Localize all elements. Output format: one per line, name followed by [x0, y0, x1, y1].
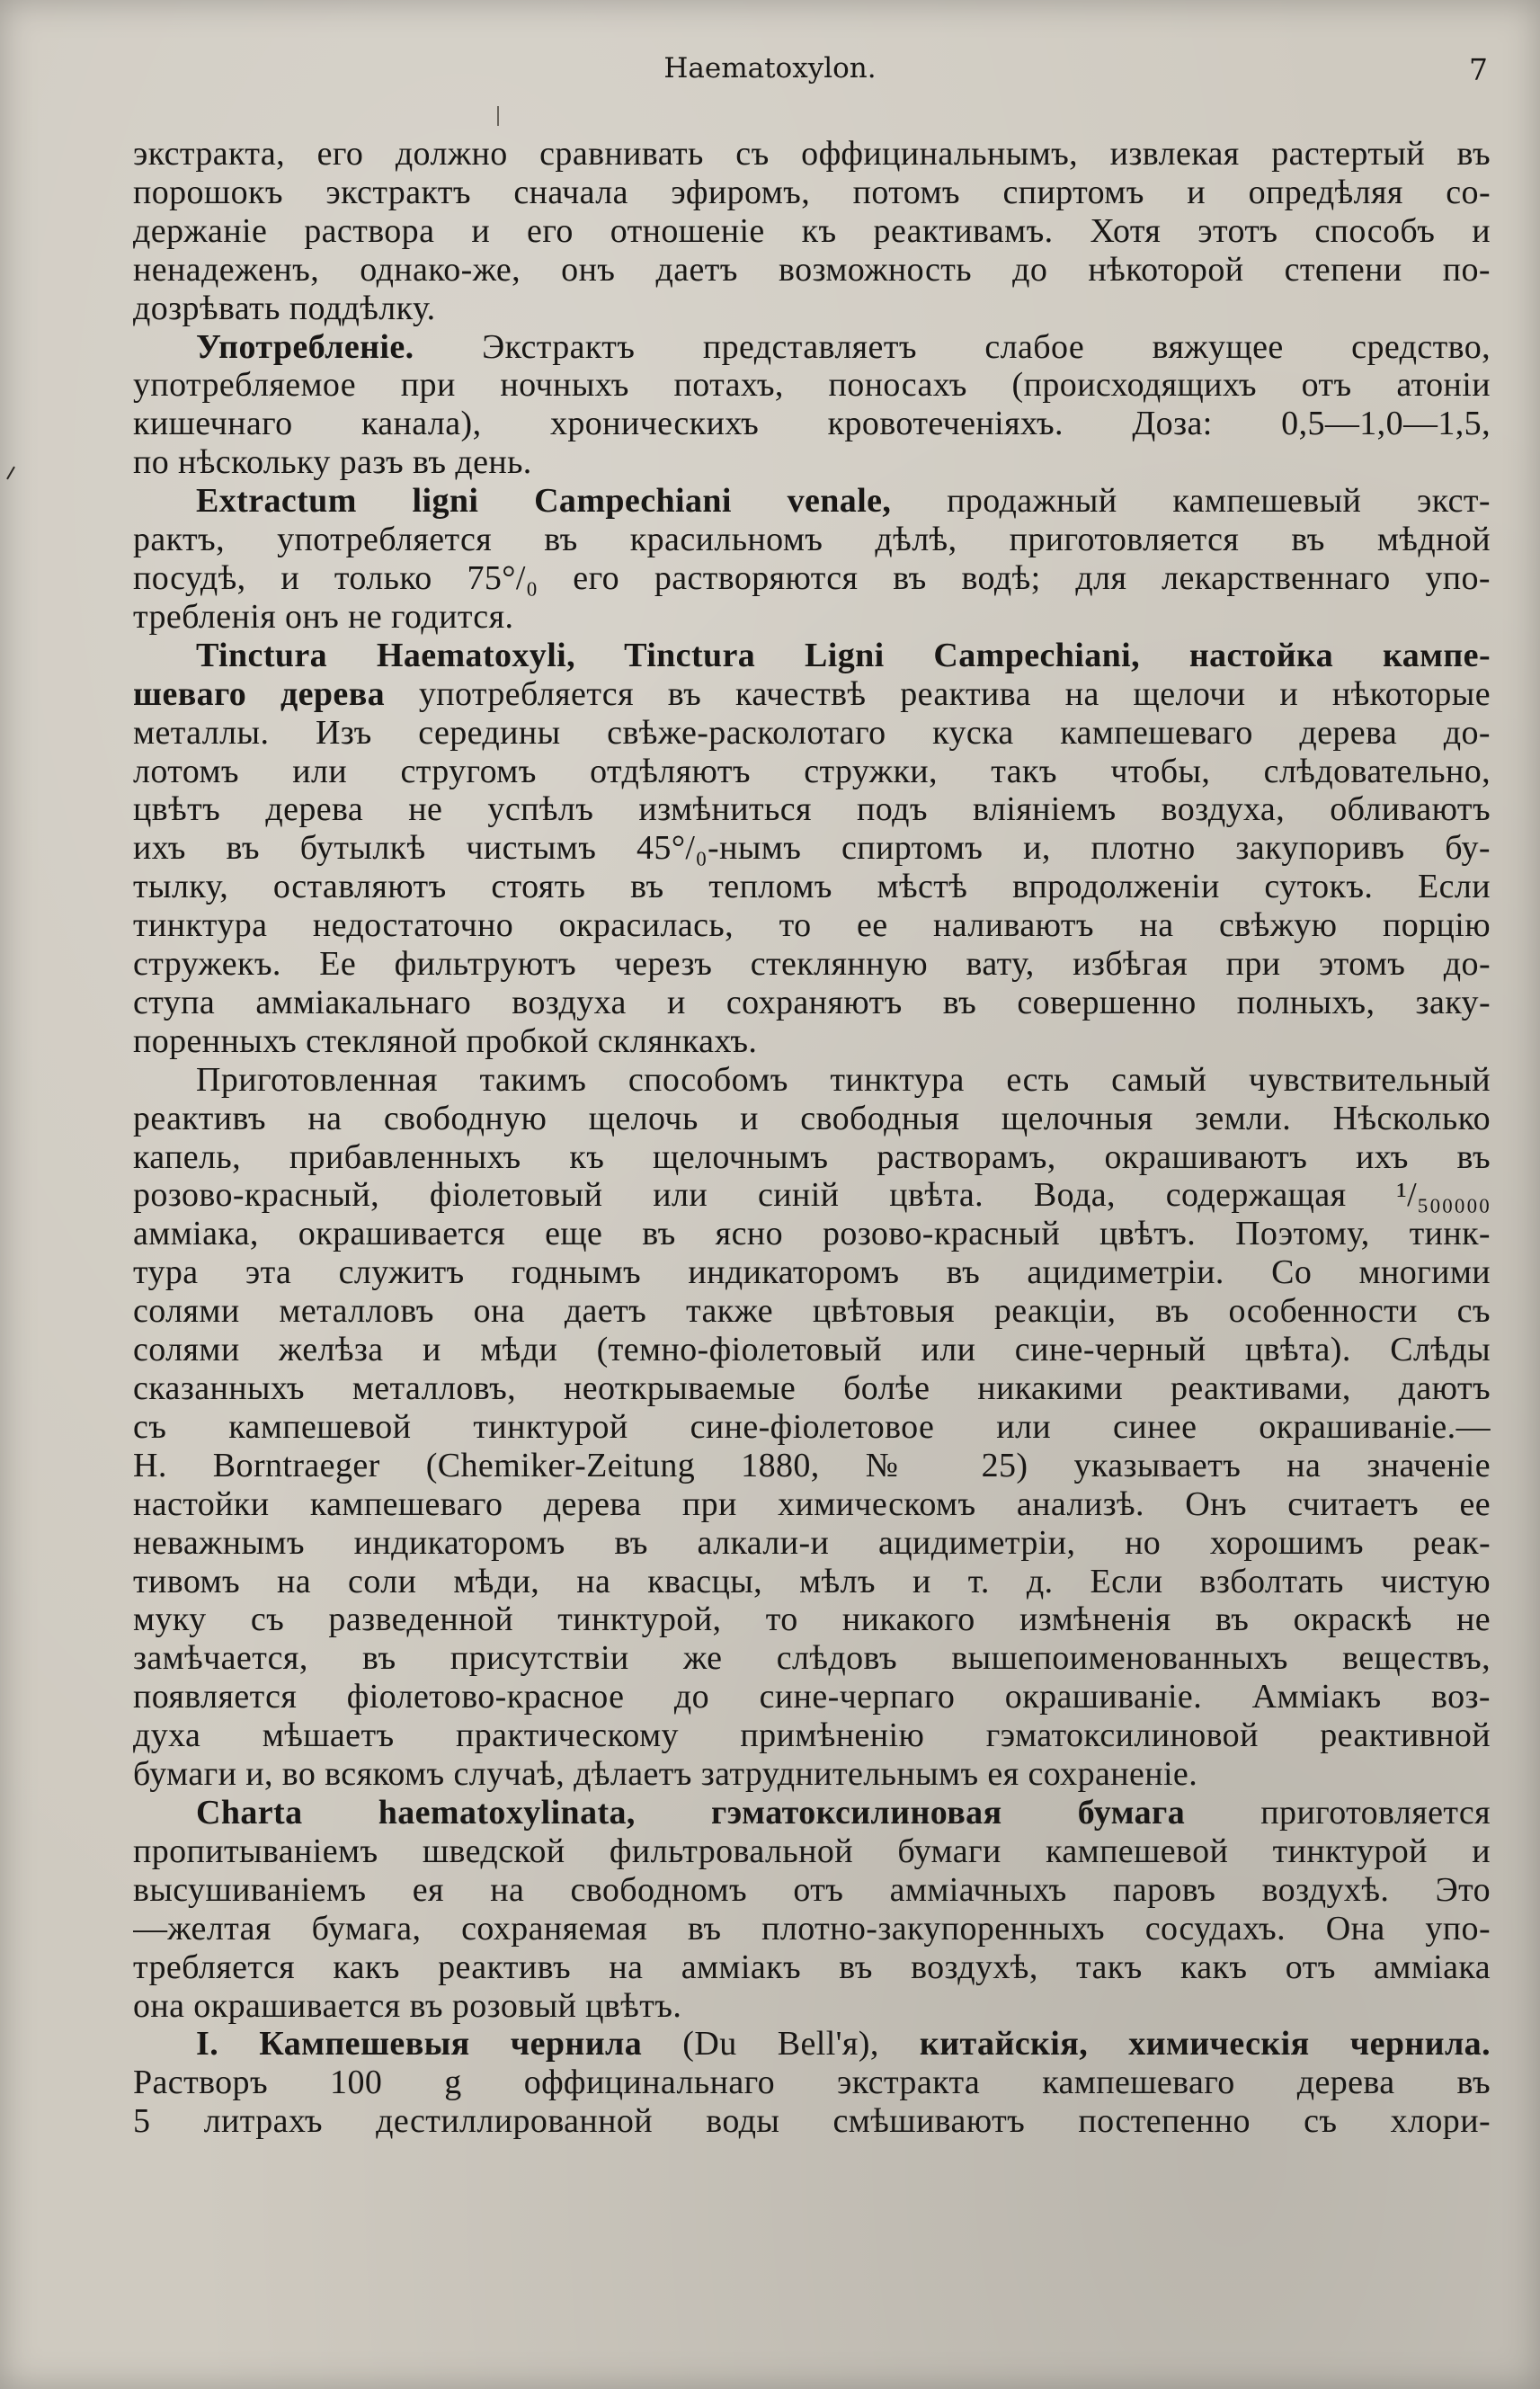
line-text: замѣчается, въ присутствіи же слѣдовъ вышепоименованныхъ веществъ, — [133, 1639, 1491, 1678]
text-line — [133, 443, 1491, 482]
text-line — [133, 1331, 1491, 1369]
line-text: высушиваніемъ ея на свободномъ отъ аммiачныхъ паровъ воздухѣ. Это — [133, 1870, 1491, 1909]
text-line — [133, 1176, 1491, 1215]
text-line — [133, 2102, 1491, 2141]
line-text: —желтая бумага, сохраняемая въ плотно-закупоренныхъ сосудахъ. Она упо- — [133, 1909, 1491, 1948]
text-line — [133, 212, 1491, 251]
text-line — [133, 1716, 1491, 1755]
text-line — [133, 328, 1491, 367]
line-text: сказанныхъ металловъ, неоткрываемые болѣе никакими реактивами, даютъ — [133, 1369, 1491, 1407]
text-line — [133, 559, 1491, 598]
line-text: она окрашивается въ розовый цвѣтъ. — [133, 1986, 682, 2025]
text-line — [133, 174, 1491, 212]
text-line — [133, 1987, 1491, 2026]
line-text: появляется фіолетово-красное до сине-черпаго окрашиваніе. Аммiакъ воз- — [133, 1678, 1491, 1716]
line-text: реактивъ на свободную щелочь и свободныя щелочныя земли. Нѣсколько — [133, 1099, 1491, 1137]
text-line — [133, 1215, 1491, 1253]
text-line — [133, 1563, 1491, 1601]
text-line — [133, 829, 1491, 868]
text-line — [133, 1948, 1491, 1987]
line-text: употребляется въ качествѣ реактива на щелочи и нѣкоторые — [385, 674, 1491, 713]
line-text: (Du Bell'я), — [642, 2025, 920, 2064]
text-line — [133, 1755, 1491, 1794]
line-text: солями желѣза и мѣди (темно-фіолетовый или сине-черный цвѣта). Слѣды — [133, 1331, 1491, 1369]
text-line — [133, 1910, 1491, 1948]
line-text: приготовляется — [1185, 1793, 1491, 1832]
line-text: духа мѣшаетъ практическому примѣненію гэматоксилиновой реактивной — [133, 1716, 1491, 1755]
text-line — [133, 637, 1491, 675]
line-text: употребляемое при ночныхъ потахъ, поносахъ (происходящихъ отъ атоніи — [133, 366, 1491, 405]
text-line — [133, 1447, 1491, 1485]
line-text: требляется какъ реактивъ на аммiакъ въ воздухѣ, такъ какъ отъ аммiака — [133, 1948, 1491, 1986]
text-line — [133, 1524, 1491, 1563]
text-line — [133, 1022, 1491, 1061]
line-text: бумаги и, во всякомъ случаѣ, дѣлаетъ затруднительнымъ ея сохраненіе. — [133, 1755, 1198, 1794]
text-line — [133, 1485, 1491, 1524]
line-text: рактъ, употребляется въ красильномъ дѣлѣ, приготовляется въ мѣдной — [133, 521, 1491, 559]
text-line — [133, 1639, 1491, 1678]
text-line — [133, 675, 1491, 714]
text-line — [133, 1600, 1491, 1639]
bold-term: китайскія, химическія чернила. — [919, 2025, 1491, 2064]
text-line — [133, 290, 1491, 328]
text-line — [133, 2025, 1491, 2064]
line-text: тинктура недостаточно окрасилась, то ее наливаютъ на свѣжую порцію — [133, 906, 1491, 945]
line-text: неважнымъ индикаторомъ въ алкали-и ацидиметріи, но хорошимъ реак- — [133, 1523, 1491, 1562]
line-text: лотомъ или стругомъ отдѣляютъ стружки, такъ чтобы, слѣдовательно, — [133, 752, 1491, 790]
line-text: солями металловъ она даетъ также цвѣтовыя реакціи, въ особенности съ — [133, 1292, 1491, 1331]
line-text: розово-красный, фіолетовый или синій цвѣта. Вода, содержащая ¹/₅₀₀₀₀₀ — [133, 1176, 1491, 1215]
text-line — [133, 135, 1491, 174]
line-text: съ кампешевой тинктурой сине-фіолетовое или синее окрашиваніе.— — [133, 1407, 1491, 1446]
text-line — [133, 1100, 1491, 1138]
line-text: металлы. Изъ середины свѣже-расколотаго куска кампешеваго дерева до- — [133, 713, 1491, 752]
line-text: ступа аммiакальнаго воздуха и сохраняютъ въ совершенно полныхъ, заку- — [133, 983, 1491, 1021]
bold-term: Tinctura Haematoxyli, Tinctura Ligni Campechiani, настойка кампе- — [196, 636, 1491, 674]
line-text: муку съ разведенной тинктурой, то никакого измѣненія въ окраскѣ не — [133, 1600, 1491, 1639]
text-line — [133, 405, 1491, 443]
line-text: Приготовленная такимъ способомъ тинктура есть самый чувствительный — [196, 1060, 1491, 1099]
text-line — [133, 1871, 1491, 1910]
line-text: посудѣ, и только 75°/₀ его растворяются въ водѣ; для лекарственнаго упо- — [133, 558, 1491, 597]
line-text: тылку, оставляютъ стоять въ тепломъ мѣстѣ впродолженіи сутокъ. Если — [133, 868, 1491, 906]
text-line — [133, 1408, 1491, 1447]
line-text: Экстрактъ представляетъ слабое вяжущее средство, — [414, 327, 1491, 366]
text-line — [133, 366, 1491, 405]
line-text: дозрѣвать поддѣлку. — [133, 289, 436, 327]
line-text: 5 литрахъ дестиллированной воды смѣшиваютъ постепенно съ хлори- — [133, 2102, 1491, 2141]
line-text: продажный кампешевый экст- — [891, 482, 1491, 521]
line-text: H. Borntraeger (Chemiker-Zeitung 1880, № 25) указываетъ на значеніе — [133, 1446, 1491, 1484]
text-line — [133, 598, 1491, 637]
text-line — [133, 2064, 1491, 2102]
text-line — [133, 868, 1491, 906]
bold-term: Charta haematoxylinata, гэматоксилиновая бумага — [196, 1793, 1186, 1832]
text-line — [133, 790, 1491, 829]
line-text: тивомъ на соли мѣди, на квасцы, мѣлъ и т. д. Если взболтать чистую — [133, 1562, 1491, 1600]
body-text — [133, 135, 1491, 2141]
line-text: порошокъ экстрактъ сначала эфиромъ, потомъ спиртомъ и опредѣляя со- — [133, 173, 1491, 211]
text-line — [133, 1061, 1491, 1100]
text-line — [133, 482, 1491, 521]
page-number: 7 — [1469, 52, 1488, 87]
bold-term: шеваго дерева — [133, 674, 386, 713]
text-line — [133, 251, 1491, 290]
text-line — [133, 1369, 1491, 1408]
text-line — [133, 945, 1491, 984]
text-line — [133, 906, 1491, 945]
bold-term: Extractum ligni Campechiani venale, — [196, 482, 892, 521]
line-text: держаніе раствора и его отношеніе къ реактивамъ. Хотя этотъ способъ и — [133, 211, 1491, 250]
line-text: экстракта, его должно сравнивать съ оффицинальнымъ, извлекая растертый въ — [133, 135, 1491, 173]
text-line — [133, 1292, 1491, 1331]
text-line — [133, 1253, 1491, 1292]
text-line — [133, 753, 1491, 791]
text-line — [133, 714, 1491, 753]
text-line — [133, 521, 1491, 559]
running-head — [0, 52, 1540, 88]
text-line — [133, 984, 1491, 1022]
line-text: ненадеженъ, однако-же, онъ даетъ возможность до нѣкоторой степени по- — [133, 250, 1491, 289]
text-line — [133, 1138, 1491, 1177]
line-text: тура эта служитъ годнымъ индикаторомъ въ ацидиметріи. Со многими — [133, 1253, 1491, 1292]
line-text: кишечнаго канала), хроническихъ кровотеченіяхъ. Доза: 0,5—1,0—1,5, — [133, 405, 1491, 443]
line-text: цвѣтъ дерева не успѣлъ измѣниться подъ вліяніемъ воздуха, обливаютъ — [133, 790, 1491, 829]
bold-term: I. Кампешевыя чернила — [196, 2025, 643, 2064]
line-text: поренныхъ стекляной пробкой склянкахъ. — [133, 1021, 758, 1060]
line-text: пропитываніемъ шведской фильтровальной бумаги кампешевой тинктурой и — [133, 1832, 1491, 1870]
line-text: требленія онъ не годится. — [133, 597, 514, 636]
line-text: капель, прибавленныхъ къ щелочнымъ растворамъ, окрашиваютъ ихъ въ — [133, 1137, 1491, 1176]
scan-speck — [497, 106, 499, 126]
line-text: стружекъ. Ее фильтруютъ черезъ стеклянную вату, избѣгая при этомъ до- — [133, 945, 1491, 984]
line-text: ихъ въ бутылкѣ чистымъ 45°/₀-нымъ спиртомъ и, плотно закупоривъ бу- — [133, 829, 1491, 868]
line-text: Растворъ 100 g оффицинальнаго экстракта кампешеваго дерева въ — [133, 2064, 1491, 2102]
text-line — [133, 1832, 1491, 1871]
line-text: по нѣскольку разъ въ день. — [133, 443, 532, 482]
bold-term: Употребленіе. — [196, 327, 414, 366]
text-line — [133, 1794, 1491, 1832]
margin-pencil-mark — [6, 467, 15, 480]
line-text: настойки кампешеваго дерева при химическомъ анализѣ. Онъ считаетъ ее — [133, 1484, 1491, 1523]
line-text: аммiака, окрашивается еще въ ясно розово-красный цвѣтъ. Поэтому, тинк- — [133, 1215, 1491, 1253]
running-head-title: Haematoxylon. — [663, 52, 877, 85]
text-line — [133, 1678, 1491, 1716]
